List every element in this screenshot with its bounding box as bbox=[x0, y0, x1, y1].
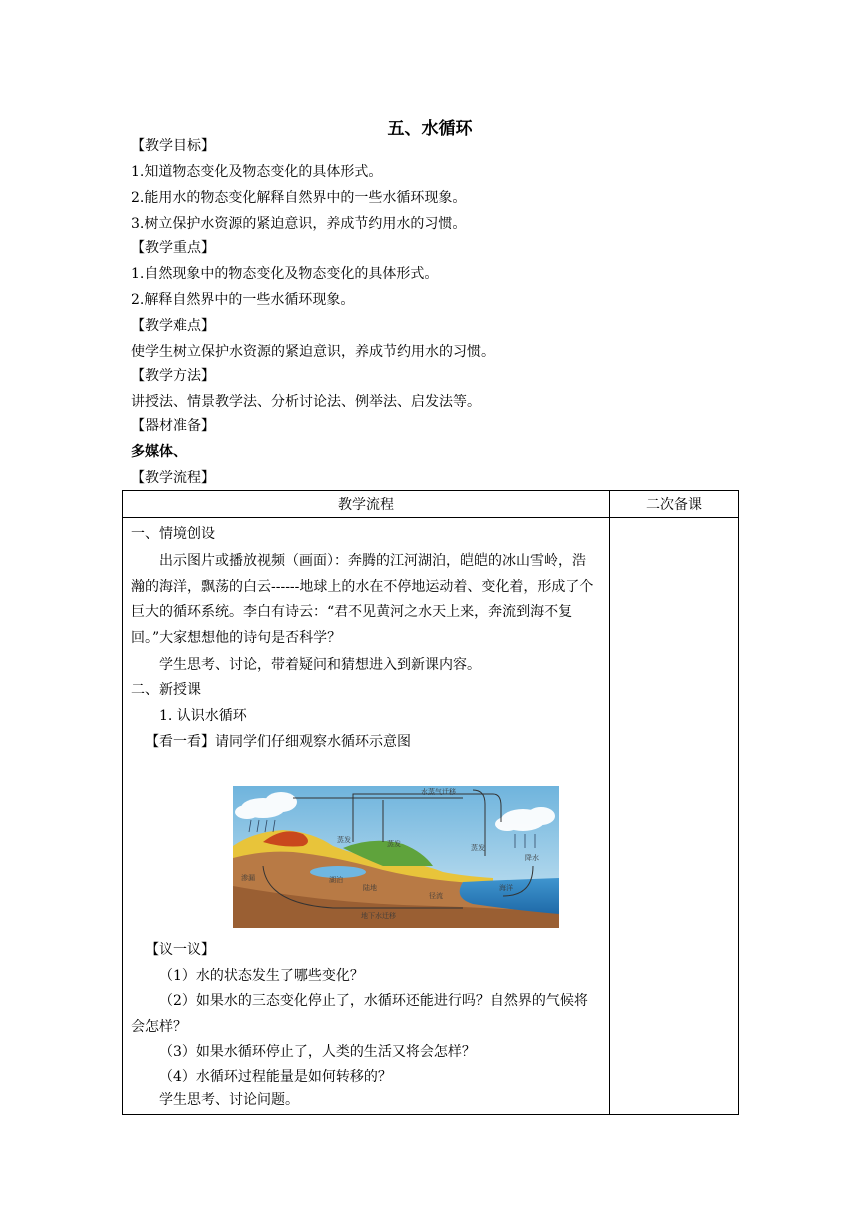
scenario-paragraph: 出示图片或播放视频（画面）：奔腾的江河湖泊，皑皑的冰山雪岭，浩瀚的海洋，飘荡的白云------地球上的水在不停地运动着、变化着，形成了个巨大的循环系统。李白有诗云：“君不见黄河之水天上来，奔流到海不复回。”大家想想他的诗句是否科学？ bbox=[131, 553, 594, 646]
student-activity: 学生思考、讨论问题。 bbox=[159, 1092, 299, 1108]
process-table bbox=[122, 490, 739, 1115]
difficulties-heading: 【教学难点】 bbox=[131, 318, 215, 334]
objective-item: 1.知道物态变化及物态变化的具体形式。 bbox=[131, 164, 383, 180]
objective-item: 3.树立保护水资源的紧迫意识，养成节约用水的习惯。 bbox=[131, 216, 467, 232]
methods-text: 讲授法、情景教学法、分析讨论法、例举法、启发法等。 bbox=[131, 394, 481, 410]
question: （4）水循环过程能量是如何转移的？ bbox=[159, 1069, 392, 1085]
equipment-heading: 【器材准备】 bbox=[131, 418, 215, 434]
difficulties-text: 使学生树立保护水资源的紧迫意识，养成节约用水的习惯。 bbox=[131, 344, 495, 360]
process-cell bbox=[123, 518, 610, 1115]
label-evaporation: 蒸发 bbox=[471, 844, 485, 852]
label-underground: 地下水迁移 bbox=[361, 912, 396, 920]
student-activity: 学生思考、讨论，带着疑问和猜想进入到新课内容。 bbox=[159, 657, 481, 673]
question: （2）如果水的三态变化停止了，水循环还能进行吗？自然界的气候将会怎样？ bbox=[131, 993, 588, 1035]
label-seepage: 渗漏 bbox=[241, 874, 255, 882]
col-header-second-prep: 二次备课 bbox=[610, 491, 739, 518]
label-land: 陆地 bbox=[363, 884, 377, 892]
col-header-process: 教学流程 bbox=[123, 491, 610, 518]
label-precipitation: 降水 bbox=[525, 854, 539, 862]
look-instruction: 【看一看】请同学们仔细观察水循环示意图 bbox=[145, 734, 411, 750]
process-heading: 【教学流程】 bbox=[131, 470, 215, 486]
label-ocean: 海洋 bbox=[499, 884, 513, 892]
equipment-text: 多媒体、 bbox=[131, 444, 187, 460]
label-evaporation: 蒸发 bbox=[387, 840, 401, 848]
discuss-heading: 【议一议】 bbox=[145, 942, 215, 958]
key-points-heading: 【教学重点】 bbox=[131, 240, 215, 256]
question: （1）水的状态发生了哪些变化？ bbox=[159, 968, 364, 984]
methods-heading: 【教学方法】 bbox=[131, 368, 215, 384]
question: （3）如果水循环停止了，人类的生活又将会怎样？ bbox=[159, 1044, 476, 1060]
section-heading: 一、情境创设 bbox=[131, 526, 215, 542]
objectives-heading: 【教学目标】 bbox=[131, 138, 215, 154]
objective-item: 2.能用水的物态变化解释自然界中的一些水循环现象。 bbox=[131, 190, 467, 206]
label-lake: 湖泊 bbox=[329, 876, 343, 884]
label-evaporation: 蒸发 bbox=[337, 836, 351, 844]
key-point-item: 2.解释自然界中的一些水循环现象。 bbox=[131, 292, 355, 308]
key-point-item: 1.自然现象中的物态变化及物态变化的具体形式。 bbox=[131, 266, 439, 282]
page-title: 五、水循环 bbox=[387, 119, 473, 139]
water-cycle-diagram bbox=[233, 786, 559, 928]
section-heading: 二、新授课 bbox=[131, 682, 201, 698]
subsection-heading: 1. 认识水循环 bbox=[159, 708, 247, 724]
label-runoff: 径流 bbox=[429, 892, 443, 900]
second-prep-cell bbox=[610, 518, 739, 1115]
label-vapor: 水蒸气迁移 bbox=[421, 788, 456, 796]
